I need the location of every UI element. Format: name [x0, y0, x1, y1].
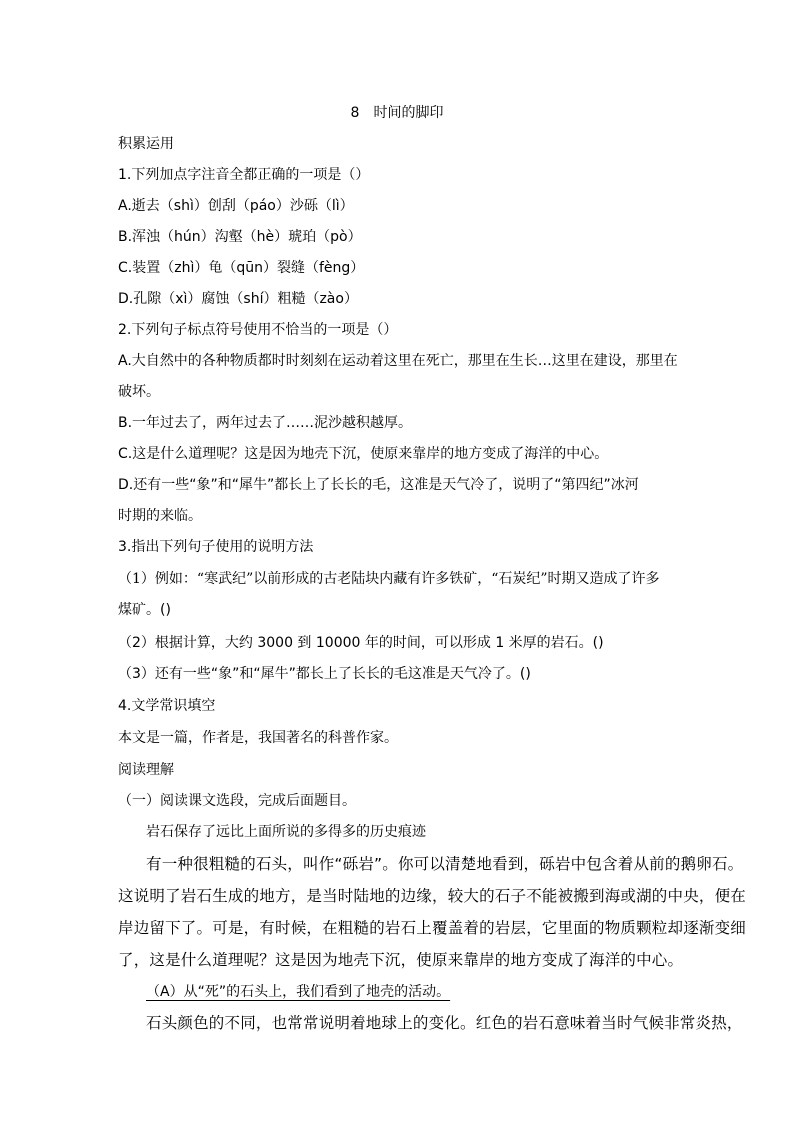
underlined-sentence-a: （A）从“死”的石头上，我们看到了地壳的活动。	[146, 984, 451, 1000]
question-2-option-d-line2: 时期的来临。	[118, 508, 202, 524]
question-4-text: 本文是一篇，作者是，我国著名的科普作家。	[118, 730, 398, 746]
question-1-stem: 1.下列加点字注音全都正确的一项是（）	[118, 167, 370, 183]
question-1-option-b: B.浑浊（hún）沟壑（hè）琥珀（pò）	[118, 229, 362, 245]
section-heading-reading: 阅读理解	[118, 762, 174, 778]
question-2-option-b: B.一年过去了，两年过去了……泥沙越积越厚。	[118, 415, 413, 431]
question-2-option-c: C.这是什么道理呢？这是因为地壳下沉，使原来靠岸的地方变成了海洋的中心。	[118, 446, 609, 462]
reading-sentence-a-underlined	[146, 981, 694, 1003]
reading-paragraph-1-line4: 了，这是什么道理呢？这是因为地壳下沉，使原来靠岸的地方变成了海洋的中心。	[118, 951, 684, 969]
reading-paragraph-1-line3: 岸边留下了。可是，有时候，在粗糙的岩石上覆盖着的岩层，它里面的物质颗粒却逐渐变细	[118, 919, 747, 937]
question-2-option-a-line1: A.大自然中的各种物质都时时刻刻在运动着这里在死亡，那里在生长…这里在建设，那里在	[118, 353, 678, 369]
reading-intro: （一）阅读课文选段，完成后面题目。	[118, 793, 356, 809]
reading-heading: 岩石保存了远比上面所说的多得多的历史痕迹	[146, 824, 426, 840]
section-heading-accumulation: 积累运用	[118, 136, 174, 152]
question-1-option-d: D.孔隙（xì）腐蚀（shí）粗糙（zào）	[118, 291, 358, 307]
question-2-option-d-line1: D.还有一些“象”和“犀牛”都长上了长长的毛，这准是天气冷了，说明了“第四纪”冰河	[118, 477, 639, 493]
reading-paragraph-3-line1: 石头颜色的不同，也常常说明着地球上的变化。红色的岩石意味着当时气候非常炎热，	[146, 1014, 743, 1032]
question-3-stem: 3.指出下列句子使用的说明方法	[118, 539, 314, 555]
reading-paragraph-1-line1: 有一种很粗糙的石头，叫作“砾岩”。你可以清楚地看到，砾岩中包含着从前的鹅卵石。	[146, 855, 744, 873]
question-3-item-1-line2: 煤矿。()	[118, 602, 171, 618]
lesson-title: 8 时间的脚印	[350, 105, 444, 121]
question-1-option-c: C.装置（zhì）龟（qūn）裂缝（fèng）	[118, 260, 365, 276]
question-3-item-2: （2）根据计算，大约 3000 到 10000 年的时间，可以形成 1 米厚的岩石。()	[118, 635, 604, 651]
question-2-stem: 2.下列句子标点符号使用不恰当的一项是（）	[118, 322, 398, 338]
question-2-option-a-line2: 破坏。	[118, 384, 160, 400]
reading-paragraph-1-line2: 这说明了岩石生成的地方，是当时陆地的边缘，较大的石子不能被搬到海或湖的中央，便在	[118, 887, 747, 905]
question-4-stem: 4.文学常识填空	[118, 698, 216, 714]
question-3-item-3: （3）还有一些“象”和“犀牛”都长上了长长的毛这准是天气冷了。()	[118, 666, 531, 682]
question-3-item-1-line1: （1）例如：“寒武纪”以前形成的古老陆块内藏有许多铁矿，“石炭纪”时期又造成了许多	[118, 571, 660, 587]
question-1-option-a: A.逝去（shì）创刮（páo）沙砾（lì）	[118, 198, 354, 214]
